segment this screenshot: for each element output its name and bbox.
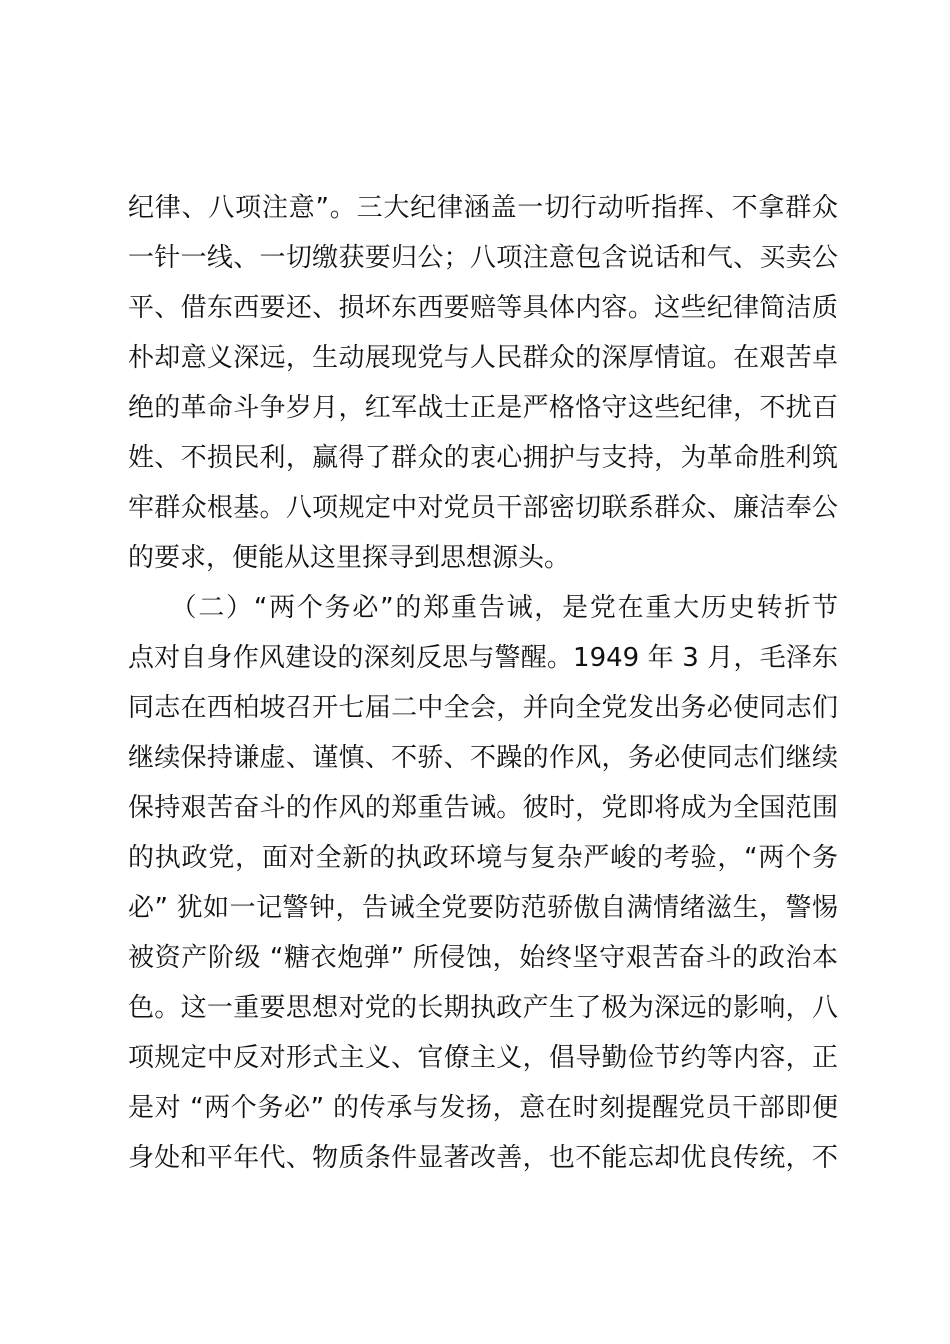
- text-line: 姓、不损民利，赢得了群众的衷心拥护与支持，为革命胜利筑: [128, 443, 838, 473]
- text-line: 色。这一重要思想对党的长期执政产生了极为深远的影响，八: [128, 993, 838, 1023]
- text-line: 一针一线、一切缴获要归公；八项注意包含说话和气、买卖公: [128, 243, 838, 273]
- paragraph-end-line: 的要求，便能从这里探寻到思想源头。: [128, 543, 571, 573]
- text-line: 的执政党，面对全新的执政环境与复杂严峻的考验，“两个务: [128, 843, 838, 873]
- text-line: 牢群众根基。八项规定中对党员干部密切联系群众、廉洁奉公: [128, 493, 838, 523]
- text-line: 必” 犹如一记警钟，告诫全党要防范骄傲自满情绪滋生，警惕: [128, 893, 838, 923]
- text-line: 继续保持谦虚、谨慎、不骄、不躁的作风，务必使同志们继续: [128, 743, 838, 773]
- text-line: 同志在西柏坡召开七届二中全会，并向全党发出务必使同志们: [128, 693, 838, 723]
- text-line: 被资产阶级 “糖衣炮弹” 所侵蚀，始终坚守艰苦奋斗的政治本: [128, 943, 838, 973]
- text-line: 纪律、八项注意”。三大纪律涵盖一切行动听指挥、不拿群众: [128, 193, 838, 223]
- text-line: 平、借东西要还、损坏东西要赔等具体内容。这些纪律简洁质: [128, 293, 838, 323]
- text-line: 项规定中反对形式主义、官僚主义，倡导勤俭节约等内容，正: [128, 1043, 838, 1073]
- text-line: 身处和平年代、物质条件显著改善，也不能忘却优良传统，不: [128, 1143, 838, 1173]
- section-heading-line: （二）“两个务必”的郑重告诫，是党在重大历史转折节: [128, 593, 838, 623]
- text-line: 是对 “两个务必” 的传承与发扬，意在时刻提醒党员干部即便: [128, 1093, 838, 1123]
- text-line: 绝的革命斗争岁月，红军战士正是严格恪守这些纪律，不扰百: [128, 393, 838, 423]
- text-line: 朴却意义深远，生动展现党与人民群众的深厚情谊。在艰苦卓: [128, 343, 838, 373]
- text-line: 保持艰苦奋斗的作风的郑重告诫。彼时，党即将成为全国范围: [128, 793, 838, 823]
- document-body: [128, 183, 838, 1183]
- text-line: 点对自身作风建设的深刻反思与警醒。1949 年 3 月，毛泽东: [128, 643, 838, 673]
